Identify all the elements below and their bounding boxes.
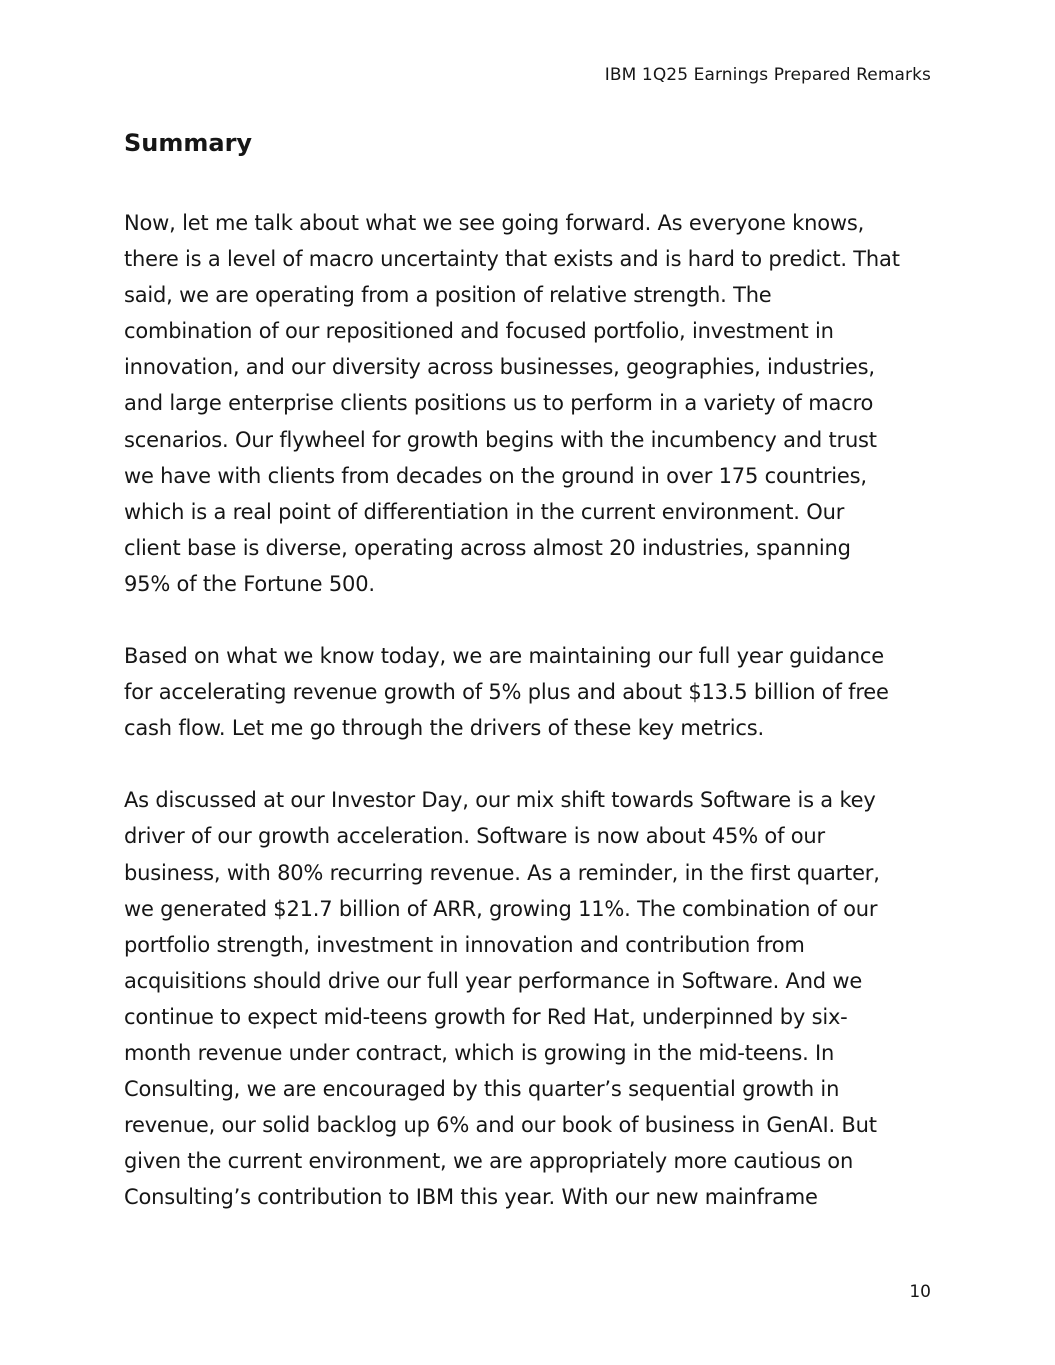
text-line: given the current environment, we are appropriately more cautious on bbox=[124, 1149, 854, 1174]
text-line: continue to expect mid-teens growth for Red Hat, underpinned by six- bbox=[124, 1004, 848, 1029]
text-line: revenue, our solid backlog up 6% and our book of business in GenAI. But bbox=[124, 1113, 877, 1138]
text-line: month revenue under contract, which is growing in the mid-teens. In bbox=[124, 1040, 835, 1065]
text-line: Now, let me talk about what we see going forward. As everyone knows, bbox=[124, 211, 865, 235]
paragraph-guidance bbox=[124, 638, 934, 746]
page-number: 10 bbox=[909, 1282, 931, 1302]
text-line: As discussed at our Investor Day, our mix shift towards Software is a key bbox=[124, 788, 876, 813]
text-line: acquisitions should drive our full year performance in Software. And we bbox=[124, 968, 863, 993]
text-line: for accelerating revenue growth of 5% plus and about $13.5 billion of free bbox=[124, 680, 889, 705]
paragraph-outlook bbox=[124, 205, 934, 602]
text-line: innovation, and our diversity across businesses, geographies, industries, bbox=[124, 355, 875, 380]
text-line: which is a real point of differentiation in the current environment. Our bbox=[124, 499, 845, 524]
document-body bbox=[124, 125, 934, 1251]
text-line: combination of our repositioned and focused portfolio, investment in bbox=[124, 319, 834, 344]
text-line: 95% of the Fortune 500. bbox=[124, 571, 375, 596]
text-line: driver of our growth acceleration. Software is now about 45% of our bbox=[124, 824, 825, 849]
text-line: and large enterprise clients positions us to perform in a variety of macro bbox=[124, 391, 874, 416]
text-line: business, with 80% recurring revenue. As a reminder, in the first quarter, bbox=[124, 860, 880, 885]
text-line: we have with clients from decades on the ground in over 175 countries, bbox=[124, 463, 867, 488]
section-heading: Summary bbox=[124, 129, 253, 157]
page-header: IBM 1Q25 Earnings Prepared Remarks bbox=[604, 65, 931, 85]
text-line: Consulting’s contribution to IBM this year. With our new mainframe bbox=[124, 1185, 818, 1210]
text-line: cash flow. Let me go through the drivers of these key metrics. bbox=[124, 716, 764, 741]
text-line: Consulting, we are encouraged by this quarter’s sequential growth in bbox=[124, 1077, 840, 1102]
text-line: said, we are operating from a position of relative strength. The bbox=[124, 283, 772, 308]
paragraph-drivers bbox=[124, 782, 934, 1215]
text-line: we generated $21.7 billion of ARR, growing 11%. The combination of our bbox=[124, 896, 878, 921]
text-line: Based on what we know today, we are maintaining our full year guidance bbox=[124, 644, 884, 669]
text-line: there is a level of macro uncertainty that exists and is hard to predict. That bbox=[124, 247, 900, 272]
text-line: client base is diverse, operating across almost 20 industries, spanning bbox=[124, 535, 851, 560]
text-line: scenarios. Our flywheel for growth begins with the incumbency and trust bbox=[124, 427, 877, 452]
text-line: portfolio strength, investment in innovation and contribution from bbox=[124, 932, 805, 957]
